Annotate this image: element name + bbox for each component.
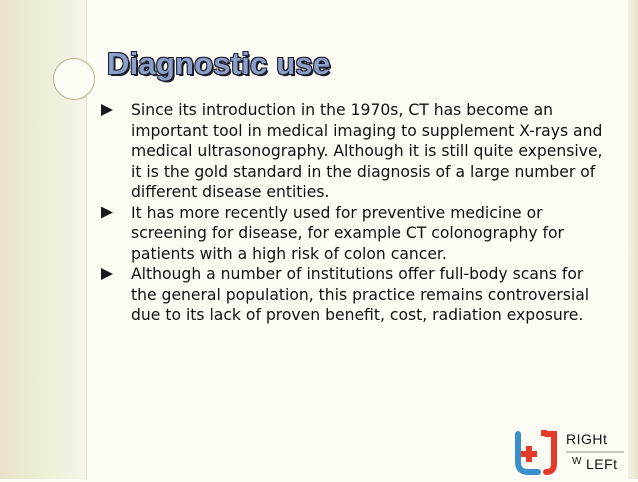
logo-bottom-text: LEFt: [586, 456, 618, 472]
bullet-text: Since its introduction in the 1970s, CT has become an important tool in medical imaging to supplement X-rays and medical ultrasonography. Although it is still quite expensive, it is the gold standard in the diagnosis of a large number of different disease entities.: [131, 101, 603, 201]
right-decorative-band: [628, 0, 638, 479]
circle-ornament: [53, 58, 95, 100]
bullet-list: [101, 100, 611, 326]
logo-top-text: RIGHt: [566, 431, 608, 447]
bullet-item: [101, 264, 611, 326]
bullet-text: Although a number of institutions offer full-body scans for the general population, this practice remains controversial due to its lack of proven benefit, cost, radiation exposure.: [131, 265, 590, 324]
right-left-logo: [508, 426, 630, 478]
arrow-bullet-icon: [101, 268, 113, 280]
bullet-item: [101, 100, 611, 203]
logo-connector-text: W: [572, 456, 582, 467]
slide-title: Diagnostic use: [107, 46, 331, 81]
arrow-bullet-icon: [101, 207, 113, 219]
arrow-bullet-icon: [101, 104, 113, 116]
bullet-item: [101, 203, 611, 265]
bullet-text: It has more recently used for preventive medicine or screening for disease, for example CT colonography for patients with a high risk of colon cancer.: [131, 203, 564, 263]
